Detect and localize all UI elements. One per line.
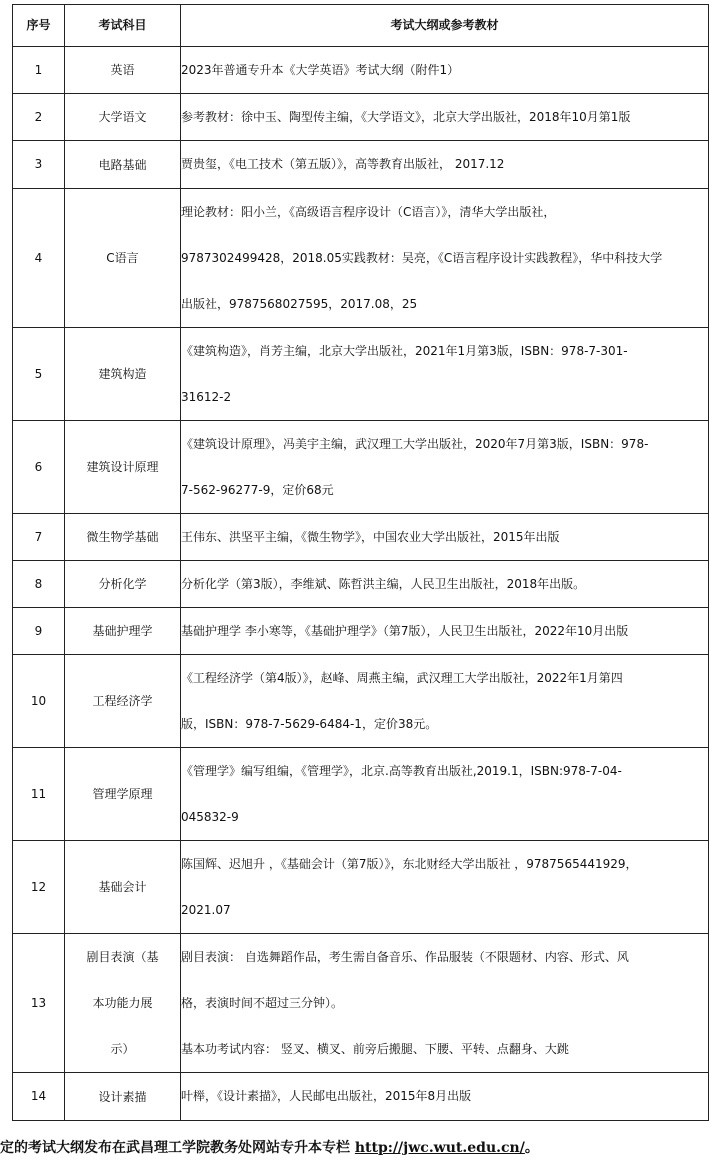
row-subject: C语言 xyxy=(65,189,181,328)
table-row xyxy=(13,421,709,514)
row-syllabus: 剧目表演： 自选舞蹈作品，考生需自备音乐、作品服装（不限题材、内容、形式、风 格，表演时间不超过三分钟）。 基本功考试内容： 竖叉、横叉、前旁后搬腿、下腰、平转、点翻身、大跳 xyxy=(181,934,709,1073)
row-subject: 剧目表演（基 本功能力展 示） xyxy=(65,934,181,1073)
footer-note xyxy=(0,1136,726,1160)
row-syllabus: 叶榉，《设计素描》，人民邮电出版社，2015年8月出版 xyxy=(181,1073,709,1121)
row-number: 1 xyxy=(13,47,65,94)
row-syllabus: 2023年普通专升本《大学英语》考试大纲（附件1） xyxy=(181,47,709,94)
table-row xyxy=(13,47,709,94)
row-syllabus: 陈国辉、迟旭升 ，《基础会计（第7版）》，东北财经大学出版社 ，9787565441929， 2021.07 xyxy=(181,841,709,934)
table-row xyxy=(13,748,709,841)
row-syllabus: 参考教材：徐中玉、陶型传主编，《大学语文》，北京大学出版社，2018年10月第1版 xyxy=(181,94,709,141)
table-row xyxy=(13,514,709,561)
row-subject: 分析化学 xyxy=(65,561,181,608)
table-row xyxy=(13,841,709,934)
row-syllabus: 《建筑设计原理》，冯美宇主编，武汉理工大学出版社，2020年7月第3版，ISBN：978- 7-562-96277-9，定价68元 xyxy=(181,421,709,514)
row-number: 13 xyxy=(13,934,65,1073)
row-subject: 微生物学基础 xyxy=(65,514,181,561)
row-subject: 建筑设计原理 xyxy=(65,421,181,514)
row-subject: 设计素描 xyxy=(65,1073,181,1121)
row-syllabus: 分析化学（第3版），李维斌、陈哲洪主编，人民卫生出版社，2018年出版。 xyxy=(181,561,709,608)
row-number: 8 xyxy=(13,561,65,608)
row-subject: 基础会计 xyxy=(65,841,181,934)
row-number: 3 xyxy=(13,141,65,189)
row-subject: 管理学原理 xyxy=(65,748,181,841)
row-number: 2 xyxy=(13,94,65,141)
footer-end: 。 xyxy=(524,1140,539,1156)
row-subject: 大学语文 xyxy=(65,94,181,141)
table-row xyxy=(13,189,709,328)
row-syllabus: 基础护理学 李小寒等，《基础护理学》（第7版），人民卫生出版社，2022年10月出版 xyxy=(181,608,709,655)
header-no: 序号 xyxy=(13,5,65,47)
footer-link[interactable]: http://jwc.wut.edu.cn/ xyxy=(354,1140,525,1156)
row-subject: 工程经济学 xyxy=(65,655,181,748)
row-number: 9 xyxy=(13,608,65,655)
row-number: 10 xyxy=(13,655,65,748)
row-number: 11 xyxy=(13,748,65,841)
row-number: 6 xyxy=(13,421,65,514)
table-row xyxy=(13,655,709,748)
row-syllabus: 王伟东、洪坚平主编，《微生物学》，中国农业大学出版社，2015年出版 xyxy=(181,514,709,561)
header-subject: 考试科目 xyxy=(65,5,181,47)
row-number: 7 xyxy=(13,514,65,561)
table-header-row xyxy=(13,5,709,47)
table-row xyxy=(13,561,709,608)
table-row xyxy=(13,94,709,141)
row-number: 14 xyxy=(13,1073,65,1121)
row-syllabus: 《管理学》编写组编，《管理学》，北京.高等教育出版社,2019.1，ISBN:978-7-04- 045832-9 xyxy=(181,748,709,841)
header-syllabus: 考试大纲或参考教材 xyxy=(181,5,709,47)
table-row xyxy=(13,1073,709,1121)
table-row xyxy=(13,608,709,655)
row-number: 5 xyxy=(13,328,65,421)
row-subject: 英语 xyxy=(65,47,181,94)
row-subject: 电路基础 xyxy=(65,141,181,189)
syllabus-table xyxy=(12,4,709,1121)
footer-text: 定的考试大纲发布在武昌理工学院教务处网站专升本专栏 xyxy=(0,1140,355,1156)
row-syllabus: 《工程经济学（第4版）》，赵峰、周燕主编，武汉理工大学出版社，2022年1月第四 版，ISBN：978-7-5629-6484-1，定价38元。 xyxy=(181,655,709,748)
row-number: 12 xyxy=(13,841,65,934)
row-syllabus: 《建筑构造》，肖芳主编，北京大学出版社，2021年1月第3版，ISBN：978-7-301- 31612-2 xyxy=(181,328,709,421)
row-subject: 基础护理学 xyxy=(65,608,181,655)
row-number: 4 xyxy=(13,189,65,328)
row-syllabus: 贾贵玺，《电工技术（第五版）》，高等教育出版社， 2017.12 xyxy=(181,141,709,189)
table-row xyxy=(13,934,709,1073)
row-syllabus: 理论教材：阳小兰，《高级语言程序设计（C语言）》，清华大学出版社， 9787302499428，2018.05实践教材：吴亮，《C语言程序设计实践教程》，华中科技大学 出版社，9787568027595，2017.08，25 xyxy=(181,189,709,328)
row-subject: 建筑构造 xyxy=(65,328,181,421)
table-row xyxy=(13,141,709,189)
table-row xyxy=(13,328,709,421)
